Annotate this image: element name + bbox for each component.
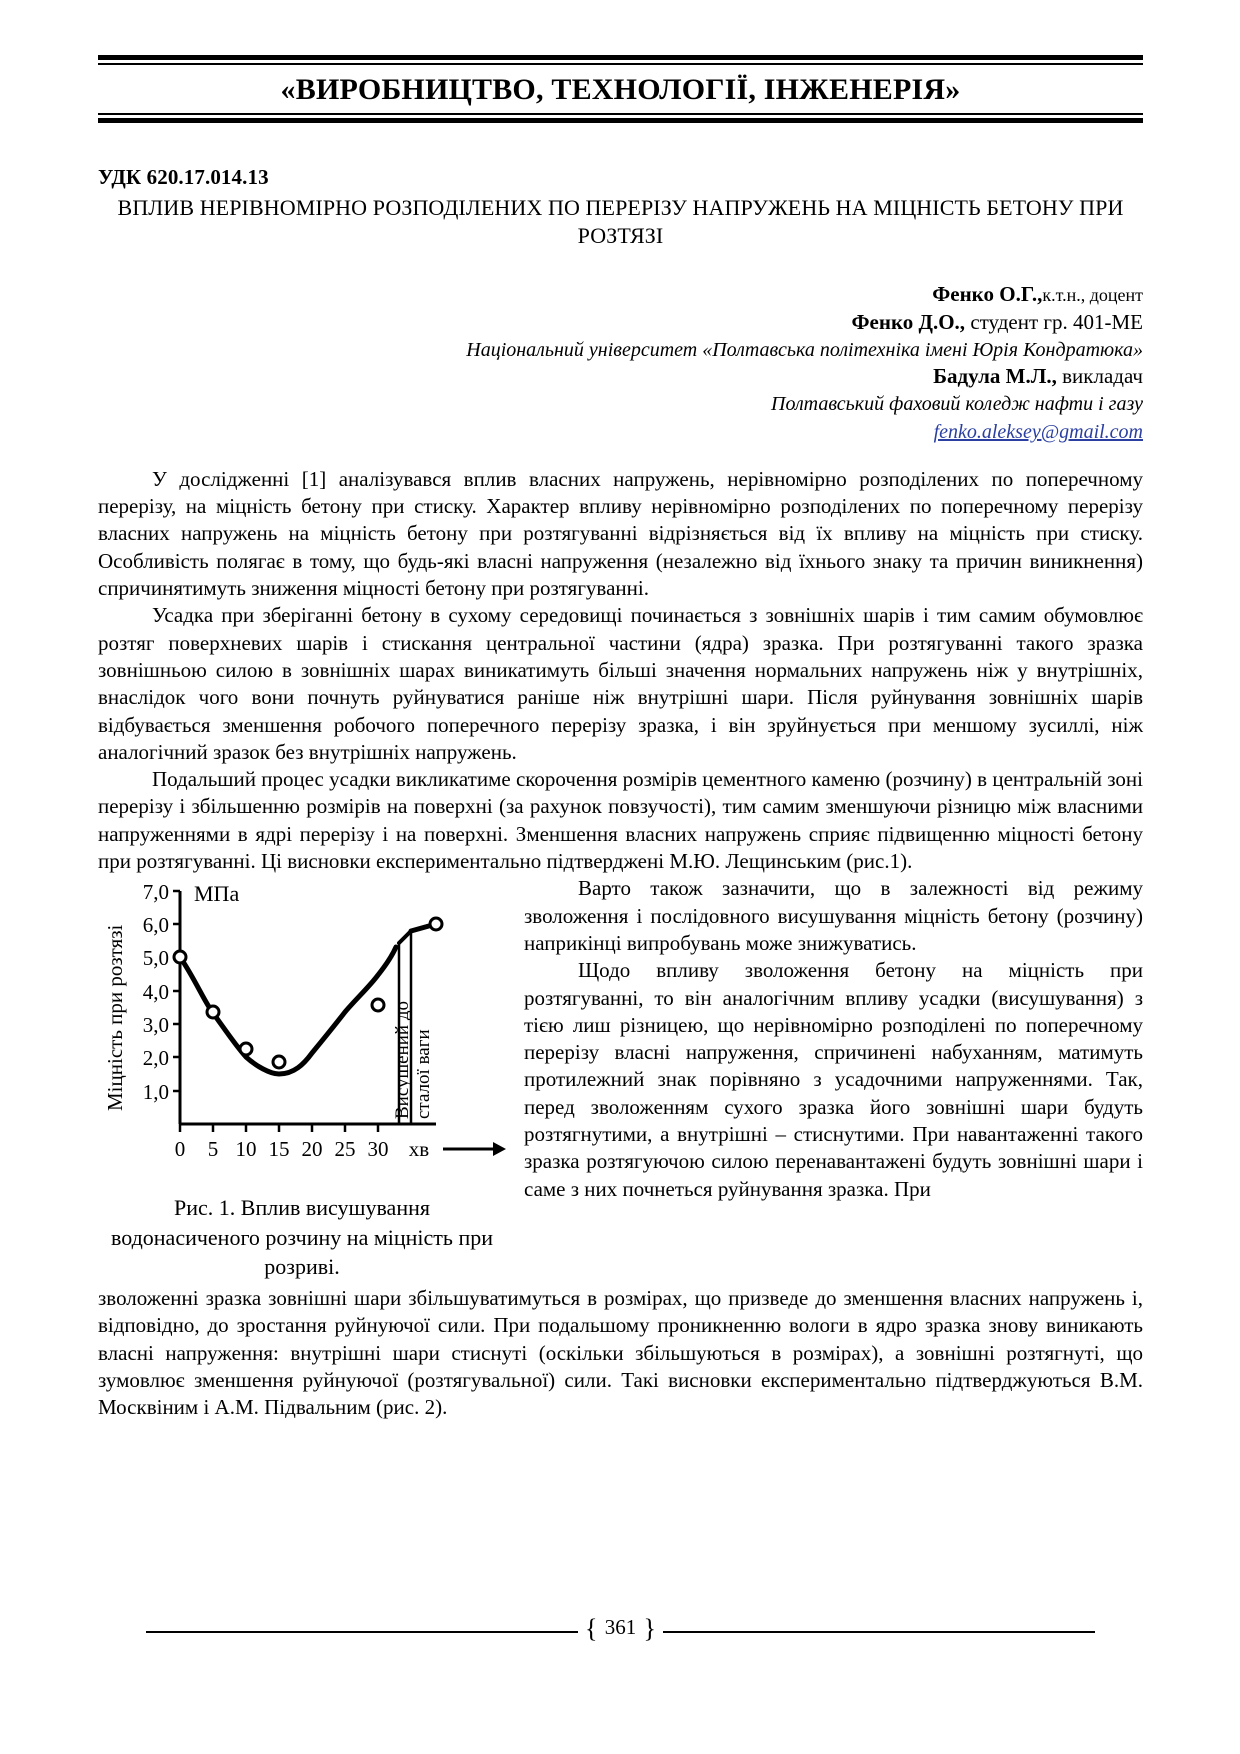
running-head-top-rules [98, 55, 1143, 65]
rule-thin-bottom [98, 113, 1143, 115]
chart-container [98, 881, 506, 1181]
body-with-figure [98, 875, 1143, 1279]
y-axis-title: Міцність при розтязі [103, 924, 127, 1112]
paragraph-2: Усадка при зберіганні бетону в сухому середовищі починається з зовнішніх шарів і тим самим обумовлює розтяг поверхневих шарів і стискання центральної частини (ядра) зразка. При розтягуванні такого зразка зовнішньою силою в зовнішніх шарах виникатимуть більші значення нормальних напружень ніж у внутрішніх, внаслідок чого вони почнуть руйнуватися раніше ніж внутрішні шари. Після руйнування зовнішніх шарів відбувається зменшення робочого поперечного перерізу зразка, і він зруйнується при меншому зусиллі, ніж аналогічний зразок без внутрішніх напружень. [98, 603, 1143, 764]
author-line-2 [98, 309, 1143, 337]
data-point-15 [273, 1056, 285, 1068]
x-axis-arrow [443, 1142, 506, 1156]
x-tick-0: 0 [174, 1137, 186, 1162]
affiliation-2: Полтавський фаховий коледж нафти і газу [771, 393, 1143, 416]
author-1-degree: к.т.н., доцент [1042, 285, 1143, 305]
y-tick-4: 4,0 [142, 980, 169, 1005]
y-tick-3: 3,0 [142, 1013, 169, 1038]
footer-bracket-right: } [643, 1614, 656, 1643]
y-tick-6: 6,0 [142, 913, 169, 938]
paragraph-6: зволоженні зразка зовнішні шари збільшуватимуться в розмірах, що призведе до зменшення власних напружень і, відповідно, до зростання руйнуючої сили. При подальшому проникненню вологи в ядро зразка знову виникають власні напруження: внутрішні шари стиснуті (оскільки збільшуються в розмірах), а зовнішні розтягнуті, що зумовлює зменшення руйнуючої (розтягувальної) сили. Такі висновки експериментально підтверджуються В.М. Москвіним і А.М. Підвальним (рис. 2). [98, 1286, 1143, 1420]
page-number: 361 [604, 1615, 637, 1639]
body-tail [98, 1285, 1143, 1421]
paragraph-1: У дослідженні [1] аналізувався вплив власних напружень, нерівномірно розподілених по поперечному перерізу, на міцність бетону при стиску. Характер впливу нерівномірно розподілених по поперечному перерізу власних напружень на міцність бетону при розтягуванні відрізняється від їх впливу на міцність при стиску. Особливість полягає в тому, що будь-які власні напруження (незалежно від їхнього знаку та причин виникнення) спричинятимуть зниження міцності бетону при розтягуванні. [98, 466, 1143, 601]
y-tick-7: 7,0 [142, 881, 169, 905]
affiliation-1: Національний університет «Полтавська політехніка імені Юрія Кондратюка» [466, 338, 1143, 361]
x-tick-5: 5 [207, 1137, 219, 1162]
author-email-link[interactable]: fenko.aleksey@gmail.com [933, 420, 1143, 443]
author-3-role: викладач [1056, 364, 1143, 389]
author-line-3 [98, 363, 1143, 391]
udk-code: УДК 620.17.014.13 [98, 165, 269, 189]
article-title: ВПЛИВ НЕРІВНОМІРНО РОЗПОДІЛЕНИХ ПО ПЕРЕРІЗУ НАПРУЖЕНЬ НА МІЦНІСТЬ БЕТОНУ ПРИ РОЗТЯЗІ [117, 195, 1124, 248]
email-line [98, 418, 1143, 446]
paragraph-5: Щодо впливу зволоження бетону на міцність при розтягуванні, то він аналогічним впливу усадки (висушування) з тією лиш різницею, що нерівномірно розподілені по поперечному перерізу власні напруження, спричинені набуханням, матимуть протилежний знак порівняно з усадочними напруженнями. Так, перед зволоженням сухого зразка його зовнішні шари будуть розтягнутими, а внутрішні – стиснутими. При навантаженні такого зразка розтягуючою силою перенавантажені будуть зовнішні шари і саме з них почнеться руйнування зразка. При [524, 958, 1143, 1201]
rule-thick-top [98, 55, 1143, 60]
body-intro [98, 466, 1143, 875]
x-tick-labels [175, 1137, 430, 1161]
page-content [98, 55, 1143, 1422]
strength-vs-drying-time-chart [98, 881, 506, 1181]
y-tick-5: 5,0 [142, 946, 169, 971]
author-1-name: Фенко О.Г., [932, 282, 1043, 306]
data-point-30 [372, 999, 384, 1011]
x-tick-30: 30 [367, 1137, 389, 1162]
chart-annotation-line-1: Висушений до [392, 1001, 413, 1120]
data-point-10 [240, 1043, 252, 1055]
chart-unit-label: МПа [194, 881, 240, 907]
y-tick-labels [143, 881, 169, 1104]
footer-bracket-left: { [585, 1614, 598, 1643]
x-axis-unit-label: хв [408, 1137, 430, 1162]
data-point-0 [174, 951, 186, 963]
chart-curve-break-bridge [399, 931, 411, 943]
y-tick-2: 2,0 [142, 1046, 169, 1071]
paragraph-3: Подальший процес усадки викликатиме скорочення розмірів цементного каменю (розчину) в центральній зоні перерізу і збільшенню розмірів на поверхні (за рахунок повзучості), тим самим зменшуючи різницю між власними напруженнями в ядрі перерізу і на поверхні. Зменшення власних напружень сприяє підвищенню міцності бетону при розтягуванні. Ці висновки експериментально підтверджені М.Ю. Лещинським (рис.1). [98, 767, 1143, 874]
author-line-1 [98, 281, 1143, 309]
figure-1 [98, 881, 506, 1281]
data-point-final [430, 918, 442, 930]
rule-thick-bottom [98, 118, 1143, 123]
y-tick-1: 1,0 [142, 1080, 169, 1105]
data-point-5 [207, 1006, 219, 1018]
author-3-name: Бадула М.Л., [933, 364, 1057, 389]
x-tick-15: 15 [268, 1137, 290, 1162]
author-2-role: студент гр. 401-МЕ [965, 309, 1143, 334]
figure-caption: Рис. 1. Вплив висушування водонасиченого розчину на міцність при розриві. [110, 1195, 493, 1279]
author-2-name: Фенко Д.О., [851, 309, 966, 334]
running-head-bottom-rules [98, 113, 1143, 123]
authors-block [98, 281, 1143, 446]
page-footer [98, 1612, 1143, 1652]
x-tick-25: 25 [334, 1137, 356, 1162]
x-tick-20: 20 [301, 1137, 323, 1162]
running-head [98, 55, 1143, 123]
paragraph-4: Варто також зазначити, що в залежності від режиму зволоження і послідовного висушування міцність бетону (розчину) наприкінці випробувань може знижуватись. [524, 876, 1143, 955]
running-head-title: «ВИРОБНИЦТВО, ТЕХНОЛОГІЇ, ІНЖЕНЕРІЯ» [280, 73, 961, 106]
chart-annotation-line-2: сталої ваги [413, 1029, 434, 1120]
x-tick-10: 10 [235, 1137, 257, 1162]
